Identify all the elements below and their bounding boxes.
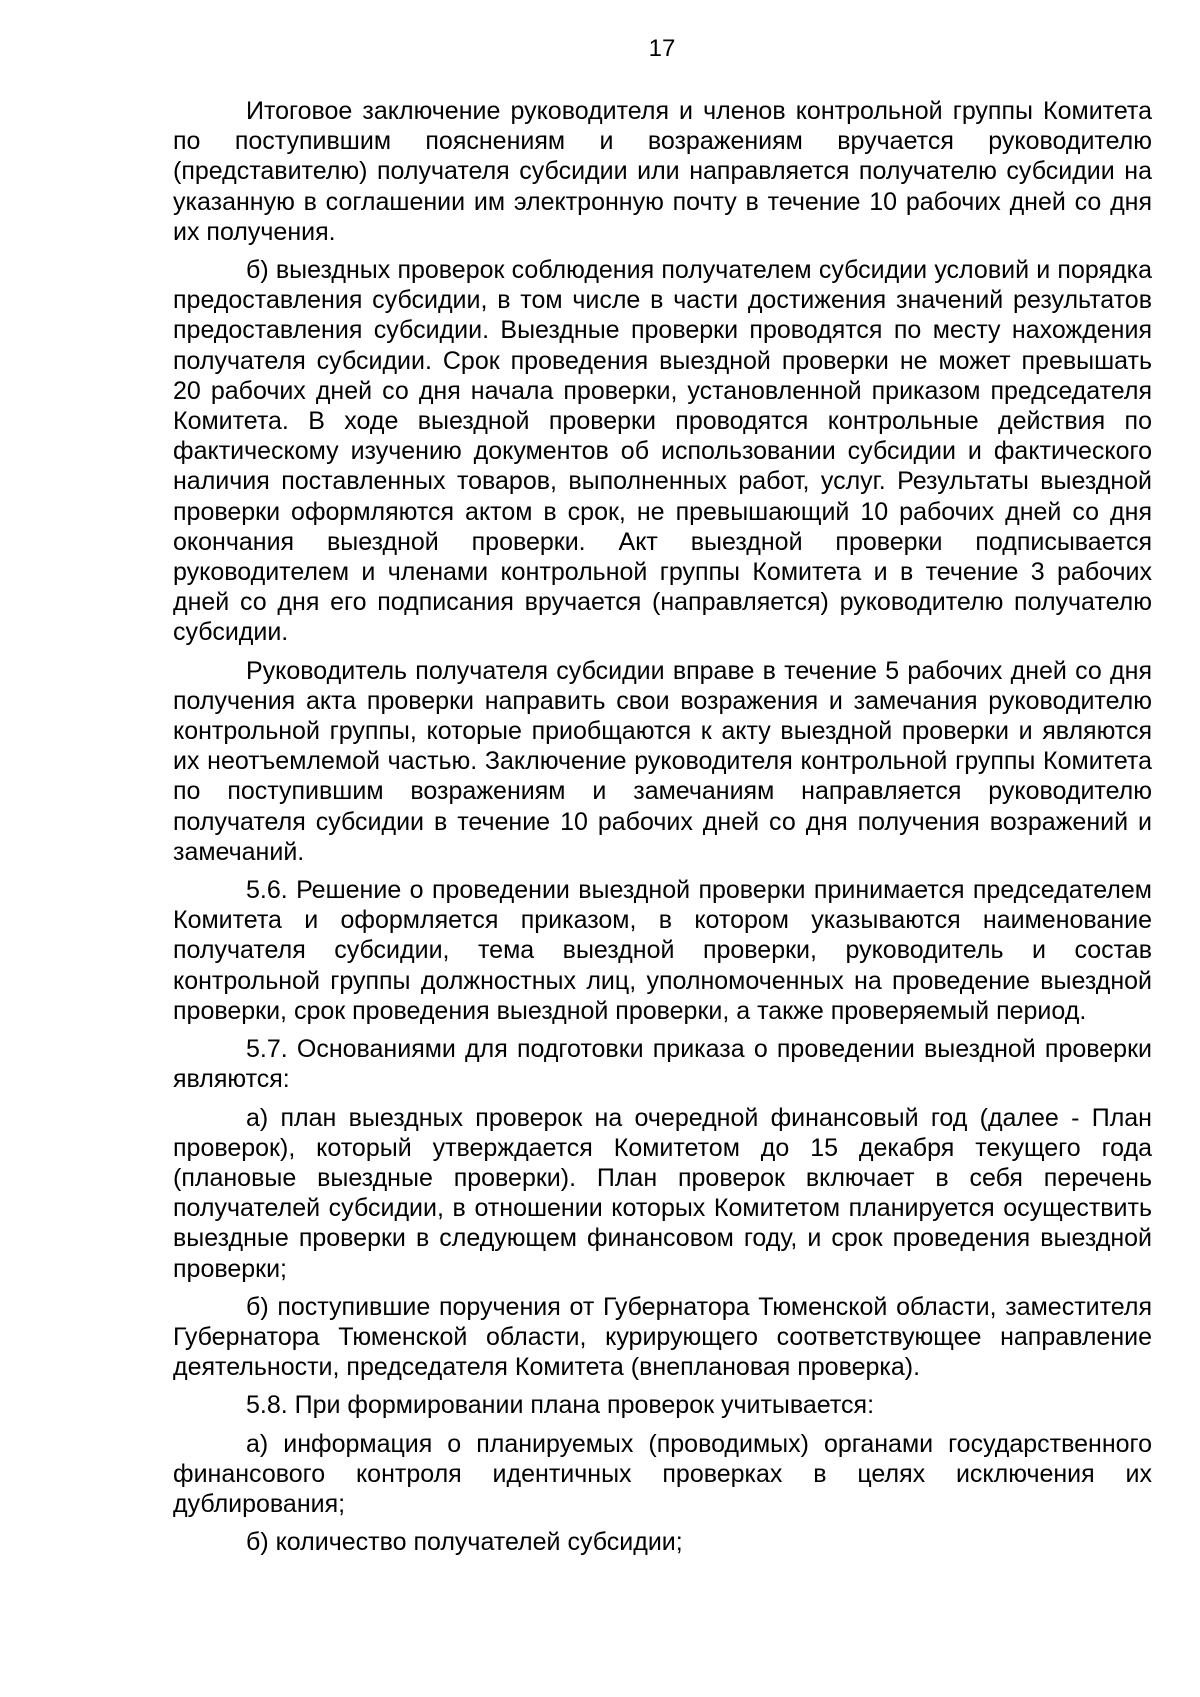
document-body [173,96,1152,1565]
paragraph-5-8-plan-formation: 5.8. При формировании плана проверок учитывается: [246,1391,875,1420]
paragraph-5-8-b-recipients-count: б) количество получателей субсидии; [246,1528,683,1557]
paragraph-onsite-inspections: б) выездных проверок соблюдения получателем субсидии условий и порядка предоставления субсидии, в том числе в части достижения значений результатов предоставления субсидии. Выездные проверки проводятся по месту нахождения получателя субсидии. Срок проведения выездной проверки не может превышать 20 рабочих дней со дня начала проверки, установленной приказом председателя Комитета. В ходе выездной проверки проводятся контрольные действия по фактическому изучению документов об использовании субсидии и фактического наличия поставленных товаров, выполненных работ, услуг. Результаты выездной проверки оформляются актом в срок, не превышающий 10 рабочих дней со дня окончания выездной проверки. Акт выездной проверки подписывается руководителем и членами контрольной группы Комитета и в течение 3 рабочих дней со дня его подписания вручается (направляется) руководителю получателю субсидии. [173,256,1152,647]
page-number: 17 [648,35,676,62]
paragraph-5-6-decision: 5.6. Решение о проведении выездной проверки принимается председателем Комитета и оформляется приказом, в котором указываются наименование получателя субсидии, тема выездной проверки, руководитель и состав контрольной группы должностных лиц, уполномоченных на проведение выездной проверки, срок проведения выездной проверки, а также проверяемый период. [173,876,1152,1025]
paragraph-5-7-grounds: 5.7. Основаниями для подготовки приказа о проведении выездной проверки являются: [173,1035,1152,1094]
paragraph-5-7-a-plan: а) план выездных проверок на очередной финансовый год (далее - План проверок), который утверждается Комитетом до 15 декабря текущего года (плановые выездные проверки). План проверок включает в себя перечень получателей субсидии, в отношении которых Комитетом планируется осуществить выездные проверки в следующем финансовом году, и срок проведения выездной проверки; [173,1103,1152,1283]
paragraph-recipient-objections: Руководитель получателя субсидии вправе в течение 5 рабочих дней со дня получения акта проверки направить свои возражения и замечания руководителю контрольной группы, которые приобщаются к акту выездной проверки и являются их неотъемлемой частью. Заключение руководителя контрольной группы Комитета по поступившим возражениям и замечаниям направляется руководителю получателя субсидии в течение 10 рабочих дней со дня получения возражений и замечаний. [173,656,1152,866]
paragraph-final-conclusion: Итоговое заключение руководителя и членов контрольной группы Комитета по поступившим пояснениям и возражениям вручается руководителю (представителю) получателя субсидии или направляется получателю субсидии на указанную в соглашении им электронную почту в течение 10 рабочих дней со дня их получения. [173,97,1152,246]
paragraph-5-8-a-information: а) информация о планируемых (проводимых) органами государственного финансового контроля идентичных проверках в целях исключения их дублирования; [173,1429,1152,1518]
paragraph-5-7-b-instructions: б) поступившие поручения от Губернатора Тюменской области, заместителя Губернатора Тюменской области, курирующего соответствующее направление деятельности, председателя Комитета (внеплановая проверка). [173,1292,1152,1382]
